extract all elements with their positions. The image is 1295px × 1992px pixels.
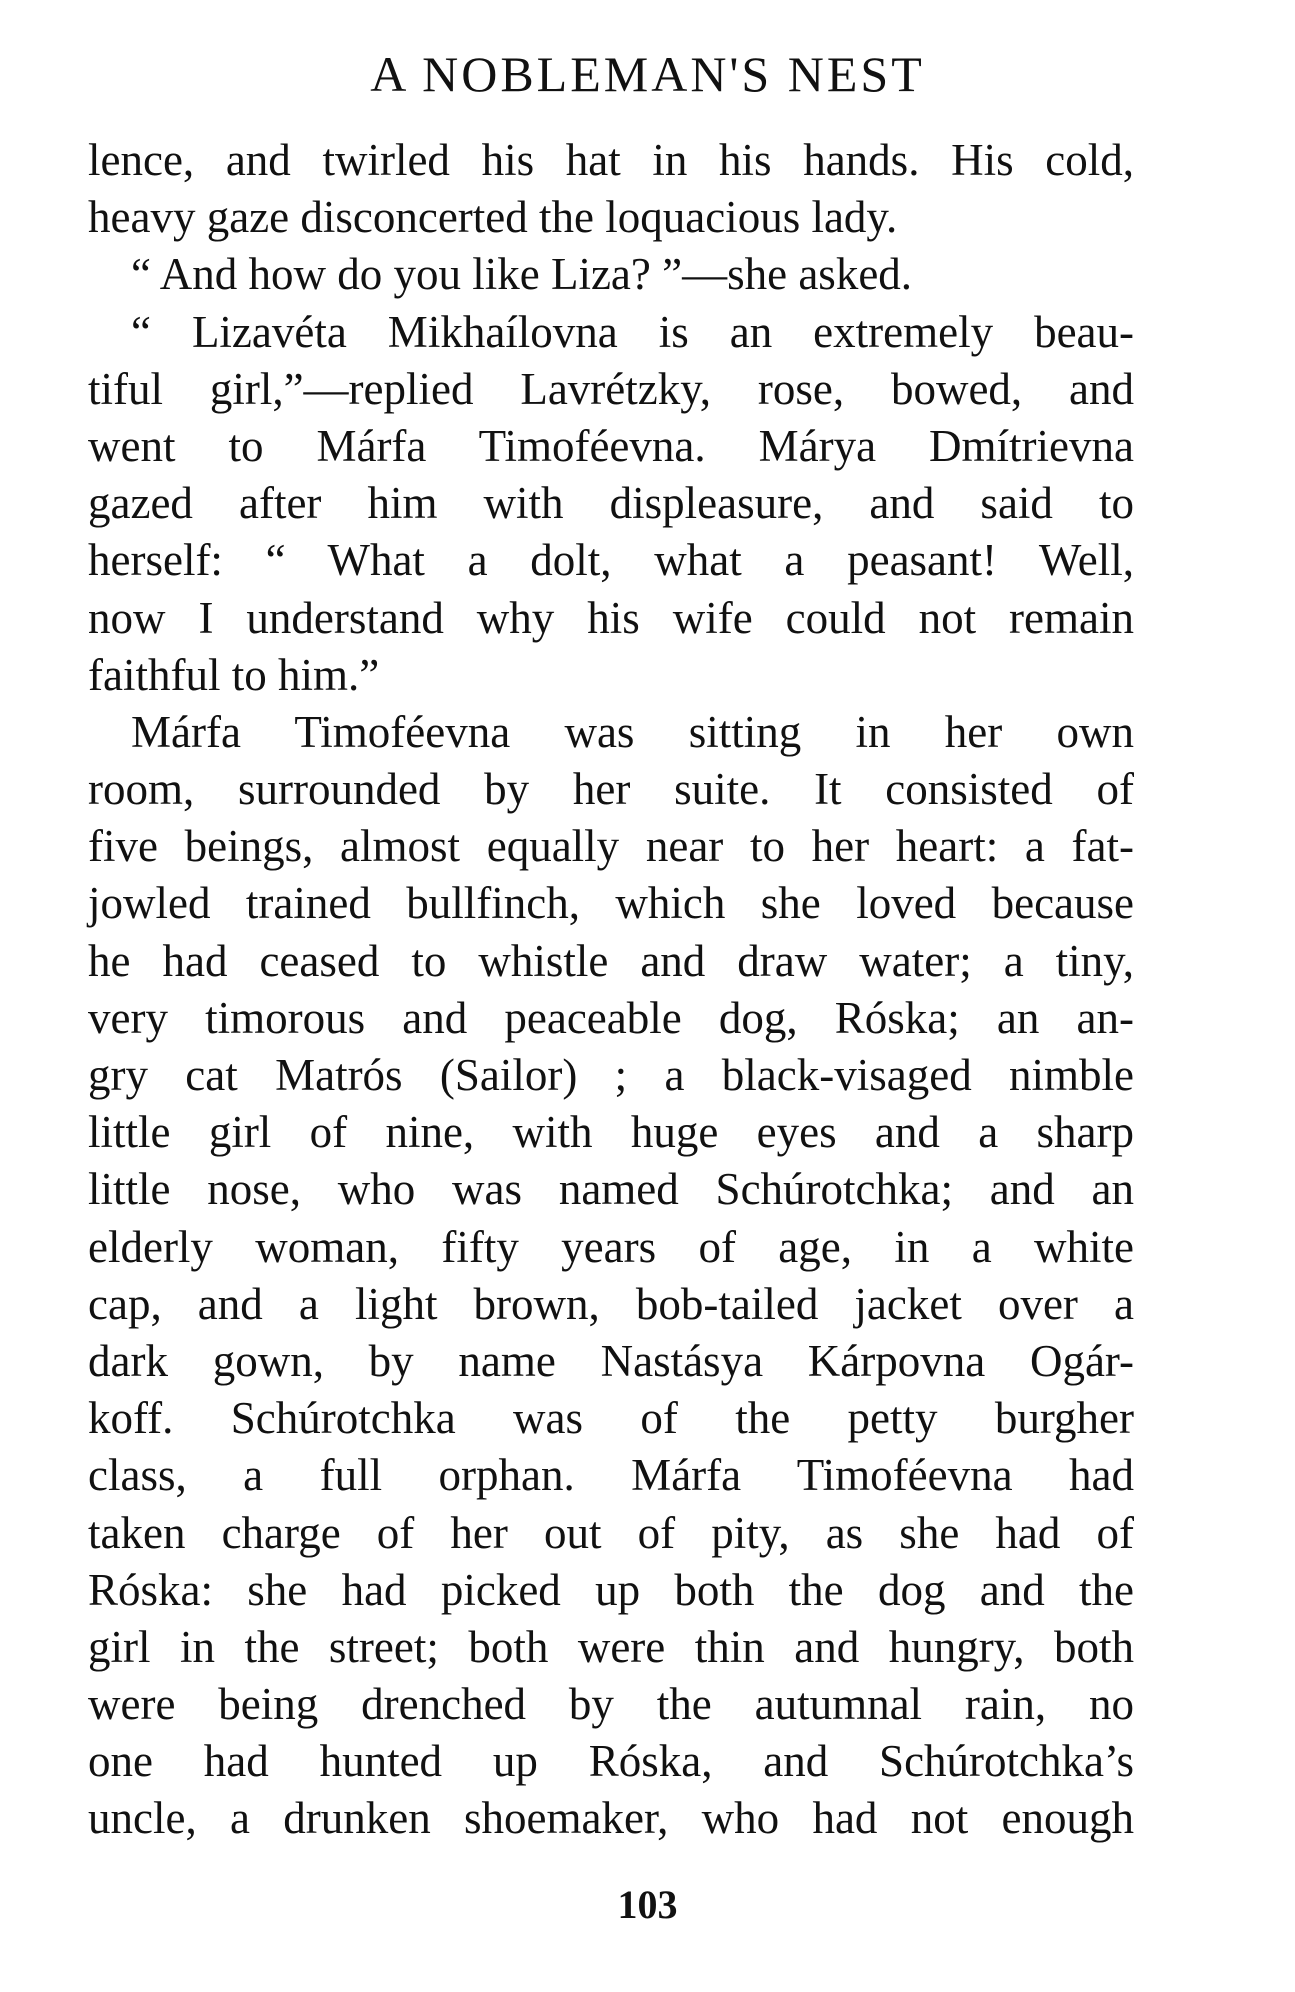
text-line: “ And how do you like Liza? ”—she asked. bbox=[131, 249, 913, 300]
text-line: girl in the street; both were thin and hungry, both bbox=[88, 1621, 1134, 1672]
text-line: Róska: she had picked up both the dog and the bbox=[88, 1564, 1134, 1615]
text-line: little nose, who was named Schúrotchka; and an bbox=[88, 1164, 1134, 1215]
text-line: very timorous and peaceable dog, Róska; an an- bbox=[88, 992, 1134, 1043]
text-line: elderly woman, fifty years of age, in a white bbox=[88, 1221, 1134, 1272]
text-line: Márfa Timoféevna was sitting in her own bbox=[131, 706, 1134, 757]
text-line: “ Lizavéta Mikhaílovna is an extremely beau- bbox=[131, 306, 1134, 357]
text-line: herself: “ What a dolt, what a peasant! Well, bbox=[88, 535, 1134, 586]
text-line: class, a full orphan. Márfa Timoféevna had bbox=[88, 1450, 1134, 1501]
text-line: gry cat Matrós (Sailor) ; a black-visaged nimble bbox=[88, 1050, 1134, 1100]
text-line: little girl of nine, with huge eyes and a sharp bbox=[88, 1107, 1134, 1158]
text-line: koff. Schúrotchka was of the petty burgher bbox=[88, 1393, 1134, 1444]
text-line: jowled trained bullfinch, which she loved because bbox=[88, 878, 1134, 929]
text-line: taken charge of her out of pity, as she had of bbox=[88, 1507, 1134, 1558]
text-line: lence, and twirled his hat in his hands. His cold, bbox=[88, 135, 1134, 185]
text-line: dark gown, by name Nastásya Kárpovna Ogár- bbox=[88, 1335, 1134, 1386]
text-line: five beings, almost equally near to her heart: a fat- bbox=[88, 821, 1134, 872]
text-line: gazed after him with displeasure, and said to bbox=[88, 478, 1134, 529]
running-head: A NOBLEMAN'S NEST bbox=[370, 46, 925, 102]
text-line: now I understand why his wife could not remain bbox=[88, 592, 1134, 643]
text-line: uncle, a drunken shoemaker, who had not enough bbox=[88, 1793, 1134, 1844]
page-number: 103 bbox=[617, 1882, 678, 1927]
text-line: he had ceased to whistle and draw water; a tiny, bbox=[88, 935, 1134, 986]
text-line: faithful to him.” bbox=[88, 649, 380, 700]
text-line: heavy gaze disconcerted the loquacious lady. bbox=[88, 192, 898, 243]
text-line: went to Márfa Timoféevna. Márya Dmítrievna bbox=[88, 420, 1134, 471]
body-text bbox=[88, 132, 1134, 1848]
text-line: one had hunted up Róska, and Schúrotchka’s bbox=[88, 1736, 1134, 1787]
text-line: were being drenched by the autumnal rain, no bbox=[88, 1679, 1134, 1730]
text-line: cap, and a light brown, bob-tailed jacket over a bbox=[88, 1278, 1134, 1329]
text-line: tiful girl,”—replied Lavrétzky, rose, bowed, and bbox=[88, 363, 1134, 414]
text-line: room, surrounded by her suite. It consisted of bbox=[88, 764, 1134, 815]
